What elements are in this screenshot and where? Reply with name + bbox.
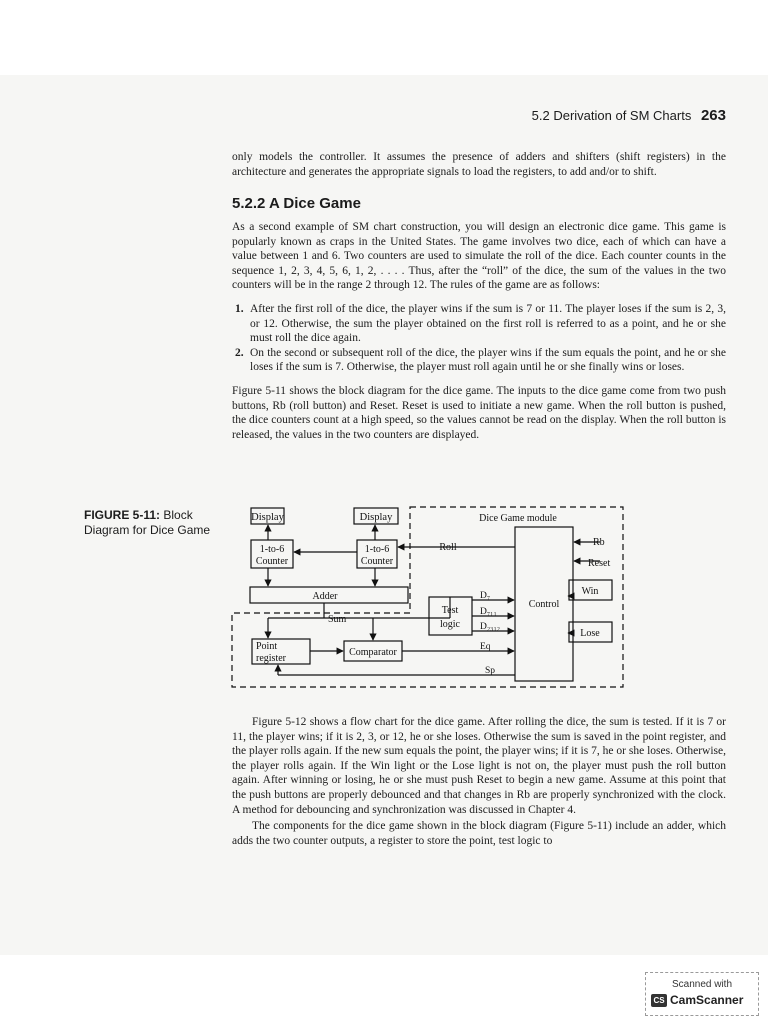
eq-label: Eq <box>480 642 491 652</box>
control-label: Control <box>528 599 560 610</box>
body-paragraph-4: The components for the dice game shown in the block diagram (Figure 5-11) include an adder, which adds the two counter outputs, a register to store the point, test logic to <box>232 820 726 847</box>
figure-caption-text: Block Diagram for Dice Game <box>84 508 211 537</box>
intro-paragraph: only models the controller. It assumes the presence of adders and shifters (shift registers) in the architecture and generates the appropriate signals to load the registers, to add and/or to shift. <box>232 151 726 178</box>
counter-left-label-1: 1-to-6 <box>259 544 285 555</box>
adder-label: Adder <box>312 591 338 602</box>
running-header <box>532 107 726 124</box>
block-diagram <box>228 500 628 695</box>
d7-label: D₇ <box>480 591 491 601</box>
section-title: 5.2.2 A Dice Game <box>232 195 361 212</box>
rb-label: Rb <box>593 537 605 548</box>
watermark-line: Scanned with <box>671 979 733 990</box>
test-logic-label-1: Test <box>441 605 459 616</box>
display-left-label: Display <box>251 512 284 523</box>
camscanner-logo-icon: CS <box>651 994 667 1007</box>
section-body <box>232 220 726 442</box>
sp-label: Sp <box>485 666 496 676</box>
intro-block <box>232 150 726 179</box>
point-register-label-1: Point <box>256 641 278 652</box>
list-item-number: 2. <box>235 346 244 359</box>
body-paragraph-3: Figure 5-12 shows a flow chart for the dice game. After rolling the dice, the sum is tested. If it is 7 or 11, the player wins; if it is 2, 3, or 12, he or she loses. Otherwise the sum is saved in the point register, and the player rolls again. If the new sum equals the point, the player wins; if it is 7, he or she loses. Otherwise, the player rolls again. If the Win light or the Lose light is not on, the player must push the roll button again. After winning or losing, he or she must push Reset to begin a new game. Assume at this point that the push buttons are properly debounced and that changes in Rb are properly synchronized with the clock. A method for debouncing and synchronization was discussed in Chapter 4. <box>232 716 726 816</box>
reset-label: Reset <box>588 558 611 569</box>
camscanner-watermark <box>645 972 759 1016</box>
section-paragraph-1: As a second example of SM chart construction, you will design an electronic dice game. This game is popularly known as craps in the United States. The game involves two dice, each of which can have a value between 1 and 6. Two counters are used to simulate the roll of the dice. Each counter counts in the sequence 1, 2, 3, 4, 5, 6, 1, 2, . . . . Thus, after the “roll” of the dice, the sum of the values in the two counters will be in the range 2 through 12. The rules of the game are as follows: <box>232 221 726 292</box>
counter-right-label-1: 1-to-6 <box>364 544 390 555</box>
point-register-label-2: register <box>256 653 286 664</box>
running-header-title: 5.2 Derivation of SM Charts <box>531 108 692 123</box>
watermark-brand: CamScanner <box>670 993 744 1007</box>
sum-label: Sum <box>328 614 347 625</box>
counter-right-label-2: Counter <box>360 556 394 567</box>
figure-caption <box>84 508 224 538</box>
list-item-number: 1. <box>235 302 244 315</box>
d711-label: D₇₁₁ <box>480 607 497 617</box>
module-boundary <box>232 507 623 687</box>
list-item-text: After the first roll of the dice, the player wins if the sum is 7 or 11. The player loses if the sum is 2, 3, or 12. Otherwise, the sum the player obtained on the first roll is referred to as a point, and he or she must roll the dice again. <box>250 302 726 345</box>
section-paragraph-2: Figure 5-11 shows the block diagram for the dice game. The inputs to the dice game come from two push buttons, Rb (roll button) and Reset. Reset is used to initiate a new game. When the roll button is pushed, the dice counters count at a high speed, so the values cannot be read on the display. When the roll button is released, the values in the two counters are displayed. <box>232 384 726 441</box>
win-label: Win <box>581 586 599 597</box>
counter-left-label-2: Counter <box>255 556 289 567</box>
roll-label: Roll <box>439 542 457 553</box>
figure-label: FIGURE 5-11: <box>84 508 161 522</box>
page-number: 263 <box>700 107 726 124</box>
display-right-label: Display <box>359 512 393 523</box>
rules-list <box>232 302 726 375</box>
module-label: Dice Game module <box>479 513 557 524</box>
list-item-text: On the second or subsequent roll of the dice, the player wins if the sum equals the point, and he or she loses if the sum is 7. Otherwise, the player must roll again until he or she finally wins or loses. <box>250 346 726 374</box>
after-figure-body <box>232 715 726 848</box>
list-item <box>232 346 726 375</box>
d2312-label: D₂₃₁₂ <box>480 622 501 632</box>
list-item <box>232 302 726 346</box>
lose-label: Lose <box>580 628 600 639</box>
comparator-label: Comparator <box>349 647 397 658</box>
test-logic-label-2: logic <box>440 619 460 630</box>
